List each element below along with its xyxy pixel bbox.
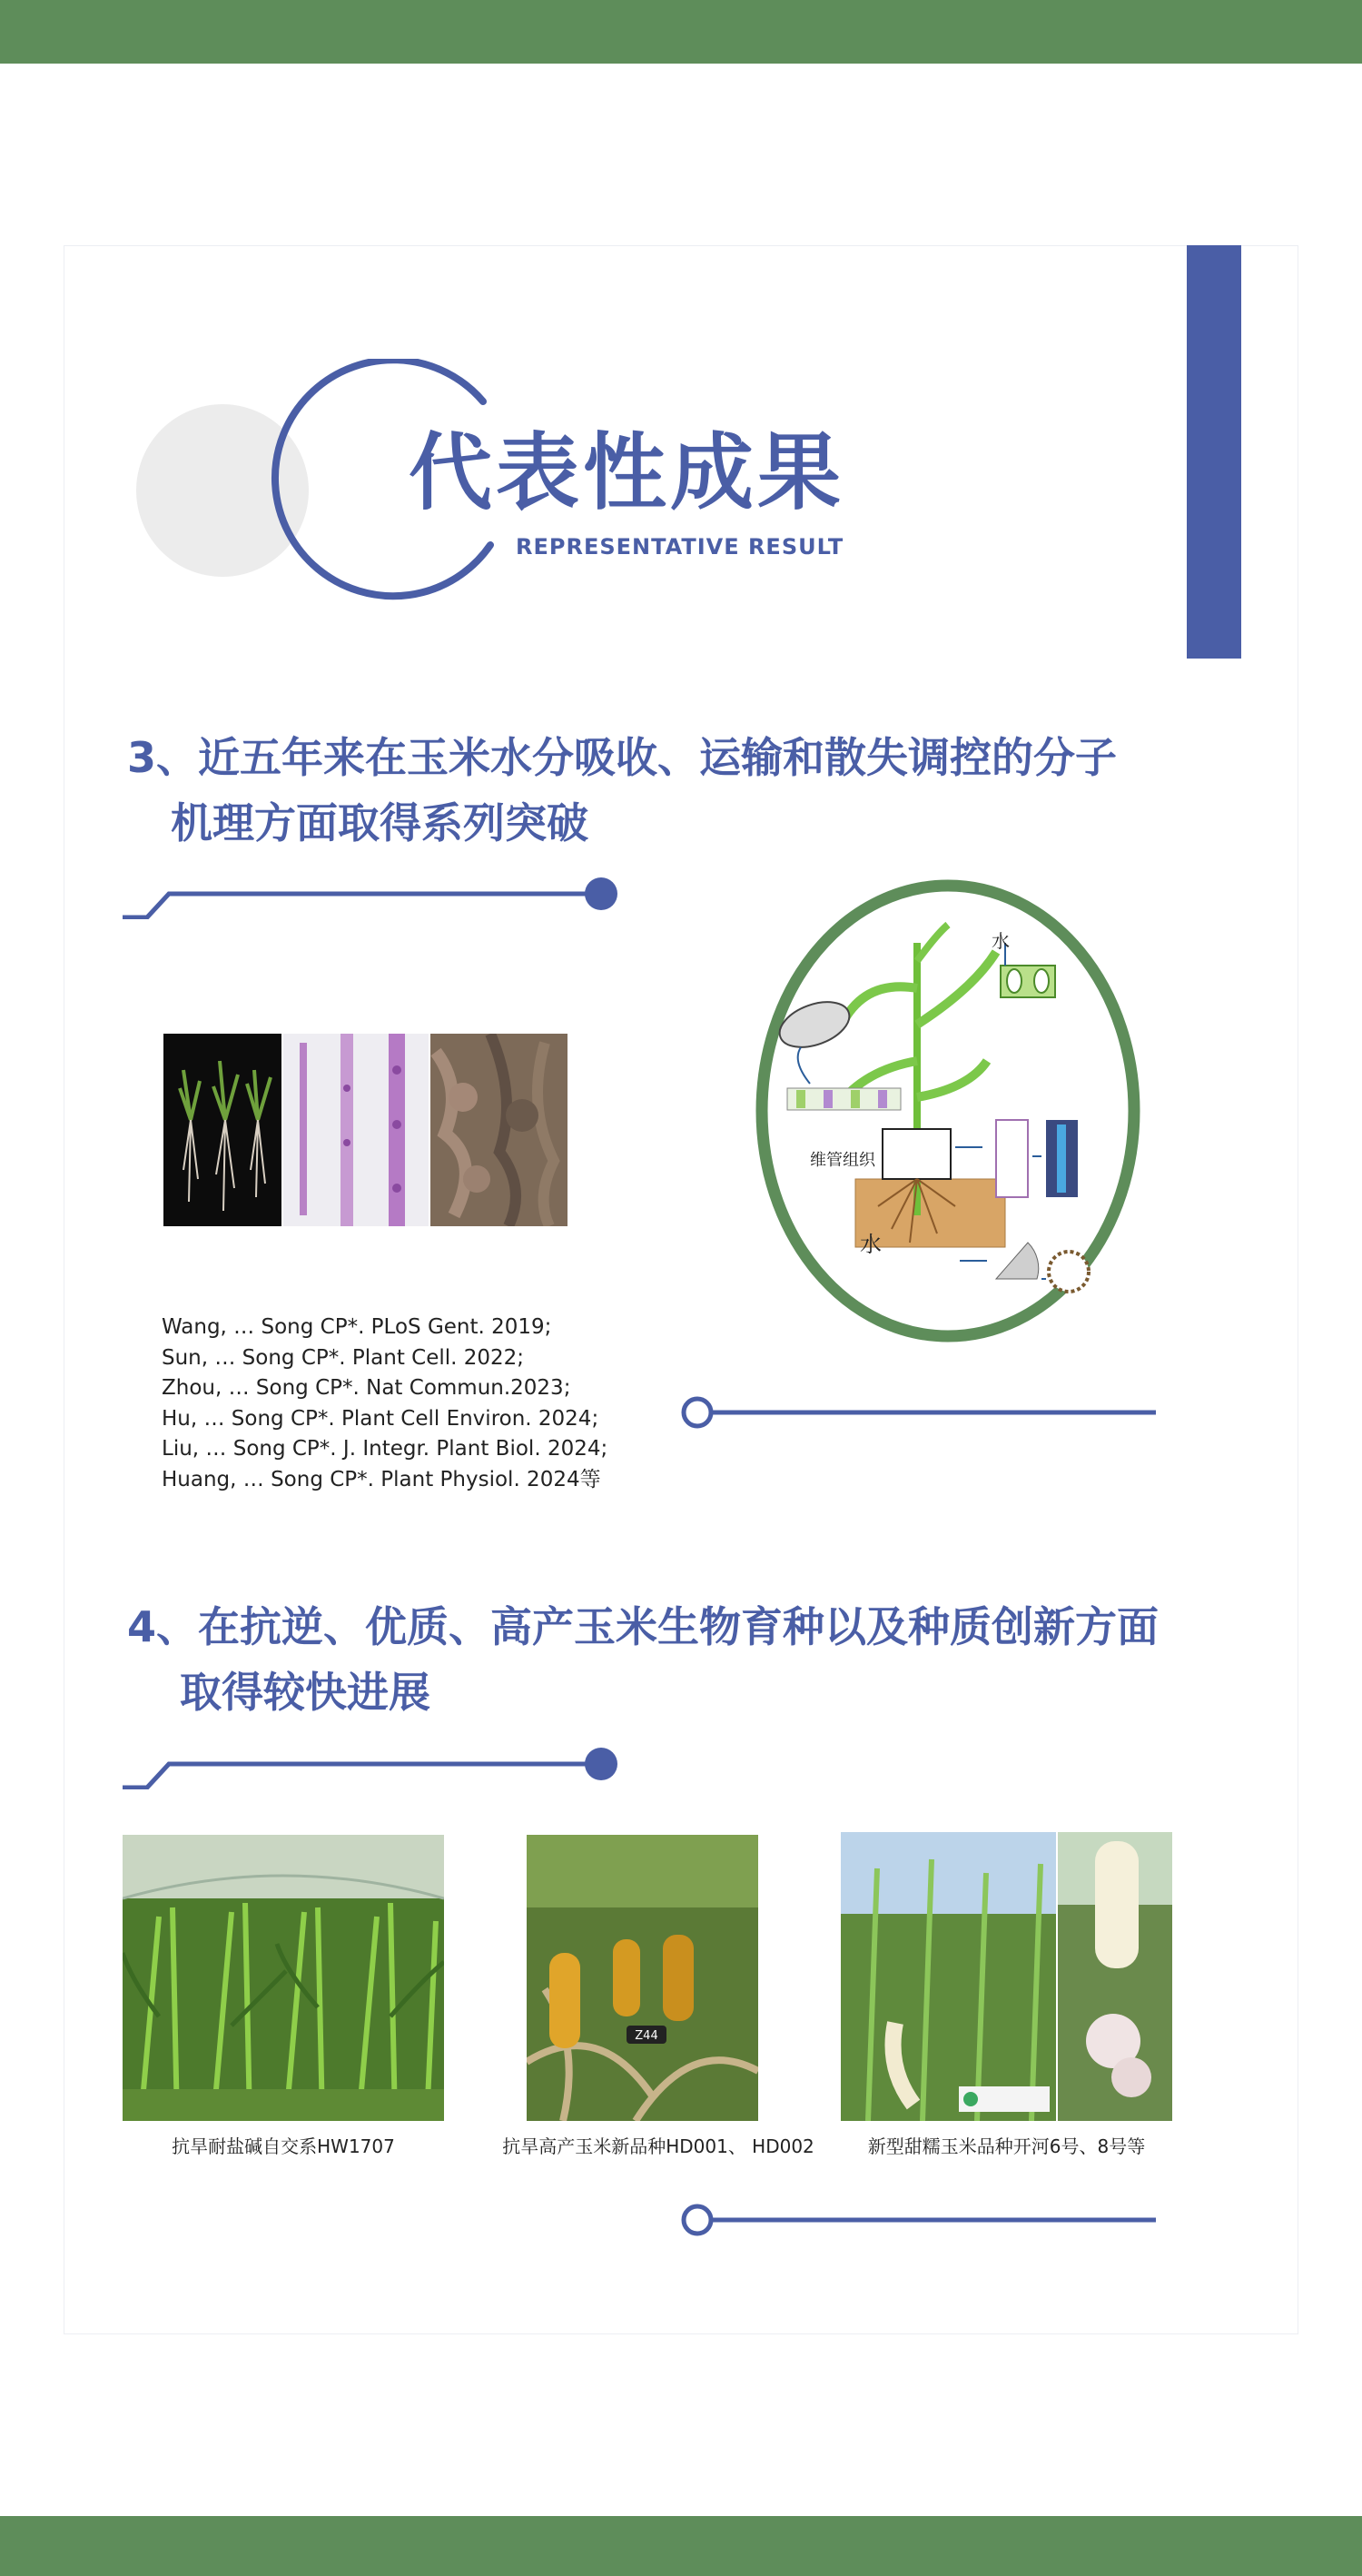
section-3-heading-line1: 3、近五年来在玉米水分吸收、运输和散失调控的分子 bbox=[127, 733, 1118, 782]
diagram-label-vascular: 维管组织 bbox=[810, 1151, 875, 1170]
section-4-heading-line1: 4、在抗逆、优质、高产玉米生物育种以及种质创新方面 bbox=[127, 1602, 1160, 1651]
reference-item: Zhou, … Song CP*. Nat Commun.2023; bbox=[162, 1376, 571, 1400]
page-title: 代表性成果 bbox=[409, 424, 845, 521]
reference-item: Sun, … Song CP*. Plant Cell. 2022; bbox=[162, 1345, 525, 1370]
maize-seedling-root-photos bbox=[163, 1034, 568, 1226]
reference-item: Hu, … Song CP*. Plant Cell Environ. 2024; bbox=[162, 1406, 599, 1431]
section-3-end-divider bbox=[676, 1394, 1162, 1431]
caption-hd001: 抗旱高产玉米新品种HD001、 HD002 bbox=[502, 2135, 814, 2157]
maize-ear-photo-hd001 bbox=[527, 1835, 758, 2121]
caption-hw1707: 抗旱耐盐碱自交系HW1707 bbox=[172, 2135, 395, 2157]
reference-item: Liu, … Song CP*. J. Integr. Plant Biol. 2024; bbox=[162, 1437, 608, 1461]
side-blue-stripe bbox=[1187, 245, 1241, 659]
page-subtitle: REPRESENTATIVE RESULT bbox=[516, 534, 844, 560]
reference-item: Wang, … Song CP*. PLoS Gent. 2019; bbox=[162, 1315, 552, 1339]
reference-list bbox=[162, 1313, 607, 1495]
caption-kaihe: 新型甜糯玉米品种开河6号、8号等 bbox=[867, 2135, 1146, 2157]
diagram-label-water-root: 水 bbox=[860, 1232, 882, 1257]
section-3-heading-line2: 机理方面取得系列突破 bbox=[171, 798, 588, 847]
section-3-divider bbox=[118, 874, 627, 919]
diagram-label-water-top: 水 bbox=[992, 930, 1010, 952]
section-4-heading-line2: 取得较快进展 bbox=[180, 1668, 430, 1717]
plot-tag-label: Z44 bbox=[635, 2029, 658, 2043]
reference-item: Huang, … Song CP*. Plant Physiol. 2024等 bbox=[162, 1467, 601, 1491]
section-4-divider bbox=[118, 1744, 627, 1789]
top-green-bar bbox=[0, 0, 1362, 64]
maize-water-transport-diagram bbox=[755, 879, 1141, 1342]
section-4-end-divider bbox=[676, 2202, 1162, 2238]
maize-field-photo-hw1707 bbox=[123, 1835, 444, 2121]
sweet-waxy-maize-photo bbox=[841, 1832, 1172, 2121]
bottom-green-bar bbox=[0, 2516, 1362, 2576]
